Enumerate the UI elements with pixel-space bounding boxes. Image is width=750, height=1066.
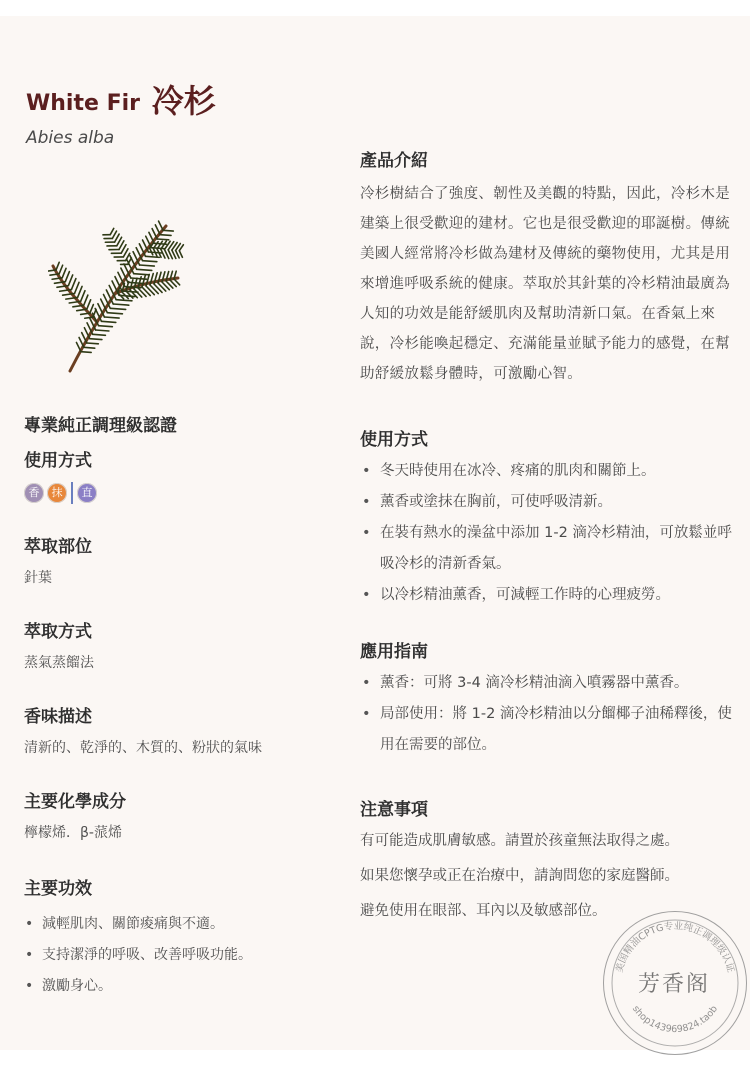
caution-item: 避免使用在眼部、耳內以及敏感部位。: [360, 903, 607, 919]
caution-item: 如果您懷孕或正在治療中，請詢問您的家庭醫師。: [360, 868, 679, 884]
usage-list: [360, 456, 740, 611]
method-text: 蒸氣蒸餾法: [24, 655, 94, 671]
list-item: • 冬天時使用在冰冷、疼痛的肌肉和關節上。: [360, 456, 740, 487]
intro-text: 冷杉樹結合了強度、韌性及美觀的特點，因此，冷杉木是建築上很受歡迎的建材。它也是很受歡迎的耶誕樹。傳統美國人經常將冷杉做為建材及傳統的藥物使用，尤其是用來增進呼吸系統的健康。萃取於其針葉的冷杉精油最廣為人知的功效是能舒緩肌肉及幫助清新口氣。在香氣上來說，冷杉能喚起穩定、充滿能量並賦予能力的感覺，在幫助舒緩放鬆身體時，可激勵心智。: [360, 186, 730, 382]
method-heading: 萃取方式: [24, 622, 92, 642]
caution-item: 有可能造成肌膚敏感。請置於孩童無法取得之處。: [360, 833, 679, 849]
guide-heading: 應用指南: [360, 642, 428, 662]
usage-heading: 使用方式: [24, 451, 92, 471]
list-item: • 薰香或塗抹在胸前，可使呼吸清新。: [360, 487, 740, 518]
title-en: White Fir: [26, 91, 140, 116]
list-item: • 支持潔淨的呼吸、改善呼吸功能。: [24, 940, 344, 971]
list-item: • 在裝有熱水的澡盆中添加 1-2 滴冷杉精油，可放鬆並呼吸冷杉的清新香氣。: [360, 518, 740, 580]
caution-heading: 注意事項: [360, 800, 428, 820]
usage-badges: [24, 483, 344, 504]
fir-branch-image: [48, 206, 188, 381]
direct-badge: 直: [77, 483, 97, 503]
list-item: • 激勵身心。: [24, 971, 344, 1002]
svg-text:shop143969824.taob: [630, 1004, 720, 1035]
guide-list: [360, 668, 740, 761]
latin-name: Abies alba: [26, 128, 115, 148]
product-sheet: [0, 16, 750, 1050]
list-item: • 局部使用：將 1-2 滴冷杉精油以分餾椰子油稀釋後，使用在需要的部位。: [360, 699, 740, 761]
list-item: • 以冷杉精油薰香，可減輕工作時的心理疲勞。: [360, 580, 740, 611]
part-text: 針葉: [24, 570, 52, 586]
topical-badge: 抹: [47, 483, 67, 503]
list-item: • 減輕肌肉、關節痠痛與不適。: [24, 909, 344, 940]
left-column: [24, 411, 344, 1002]
right-usage-heading: 使用方式: [360, 430, 428, 450]
chem-text: 檸檬烯．β-蒎烯: [24, 825, 122, 841]
title-cn: 冷杉: [151, 82, 216, 120]
aroma-heading: 香味描述: [24, 707, 92, 727]
benefits-heading: 主要功效: [24, 879, 92, 899]
list-item: • 薰香：可將 3-4 滴冷杉精油滴入噴霧器中薰香。: [360, 668, 740, 699]
product-title: [26, 76, 216, 122]
right-column: [360, 146, 740, 927]
stamp-shop-name: 芳香阁: [637, 972, 710, 997]
chem-heading: 主要化學成分: [24, 792, 126, 812]
certificate-label: 專業純正調理級認證: [24, 416, 177, 436]
intro-heading: 產品介紹: [360, 151, 428, 171]
stamp-ring-bottom: shop143969824.taob: [629, 1003, 721, 1036]
stamp-ring-top: 美国精油CPTG专业纯正调理级认证: [614, 920, 736, 974]
benefits-list: [24, 909, 344, 1002]
aromatic-badge: 香: [24, 483, 44, 503]
part-heading: 萃取部位: [24, 537, 92, 557]
aroma-text: 清新的、乾淨的、木質的、粉狀的氣味: [24, 740, 262, 756]
badge-divider: [71, 482, 73, 504]
shop-watermark-stamp: [603, 911, 747, 1055]
